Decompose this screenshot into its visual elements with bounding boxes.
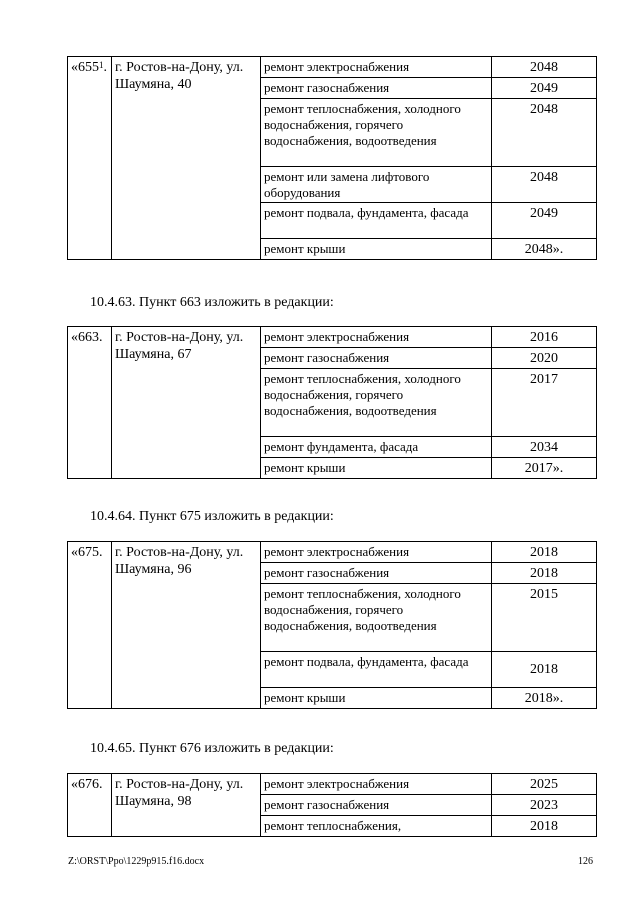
work-cell: ремонт теплоснабжения, холодного водоснабжения, горячего водоснабжения, водоотведения [261,369,492,437]
address-cell: г. Ростов-на-Дону, ул. Шаумяна, 67 [112,327,261,479]
table-655-1 [67,56,597,260]
item-number: «676. [68,774,112,837]
item-number: «663. [68,327,112,479]
address-cell: г. Ростов-на-Дону, ул. Шаумяна, 96 [112,542,261,709]
table-663 [67,326,597,479]
work-cell: ремонт крыши [261,239,492,260]
table-row [68,57,597,78]
year-cell: 2034 [492,437,597,458]
work-cell: ремонт подвала, фундамента, фасада [261,203,492,239]
footer-file-path: Z:\ORST\Ppo\1229p915.f16.docx [68,856,205,867]
table-676 [67,773,597,837]
table-675 [67,541,597,709]
work-cell: ремонт теплоснабжения, холодного водоснабжения, горячего водоснабжения, водоотведения [261,584,492,652]
page-number: 126 [578,856,593,867]
year-cell: 2017 [492,369,597,437]
work-cell: ремонт газоснабжения [261,348,492,369]
work-cell: ремонт подвала, фундамента, фасада [261,652,492,688]
work-cell: ремонт фундамента, фасада [261,437,492,458]
year-cell: 2016 [492,327,597,348]
year-cell: 2020 [492,348,597,369]
table-row [68,327,597,348]
work-cell: ремонт теплоснабжения, холодного водоснабжения, горячего водоснабжения, водоотведения [261,99,492,167]
year-cell: 2048 [492,167,597,203]
work-cell: ремонт крыши [261,458,492,479]
work-cell: ремонт электроснабжения [261,774,492,795]
year-cell: 2049 [492,203,597,239]
item-number: «$655^1$. [68,57,112,260]
work-cell: ремонт электроснабжения [261,57,492,78]
address-cell: г. Ростов-на-Дону, ул. Шаумяна, 98 [112,774,261,837]
year-cell: 2048 [492,99,597,167]
year-cell: 2018 [492,563,597,584]
work-cell: ремонт электроснабжения [261,542,492,563]
work-cell: ремонт газоснабжения [261,78,492,99]
year-cell: 2023 [492,795,597,816]
work-cell: ремонт газоснабжения [261,563,492,584]
item-number: «675. [68,542,112,709]
year-cell: 2015 [492,584,597,652]
work-cell: ремонт газоснабжения [261,795,492,816]
year-cell: 2017». [492,458,597,479]
year-cell: 2018». [492,688,597,709]
work-cell: ремонт или замена лифтового оборудования [261,167,492,203]
year-cell: 2018 [492,542,597,563]
year-cell: 2048». [492,239,597,260]
year-cell: 2018 [492,816,597,837]
work-cell: ремонт электроснабжения [261,327,492,348]
year-cell: 2049 [492,78,597,99]
table-row [68,542,597,563]
address-cell: г. Ростов-на-Дону, ул. Шаумяна, 40 [112,57,261,260]
table-row [68,774,597,795]
amendment-text: 10.4.65. Пункт 676 изложить в редакции: [90,741,334,756]
year-cell: 2018 [492,652,597,688]
work-cell: ремонт теплоснабжения, [261,816,492,837]
work-cell: ремонт крыши [261,688,492,709]
year-cell: 2048 [492,57,597,78]
amendment-text: 10.4.64. Пункт 675 изложить в редакции: [90,509,334,524]
year-cell: 2025 [492,774,597,795]
amendment-text: 10.4.63. Пункт 663 изложить в редакции: [90,295,334,310]
